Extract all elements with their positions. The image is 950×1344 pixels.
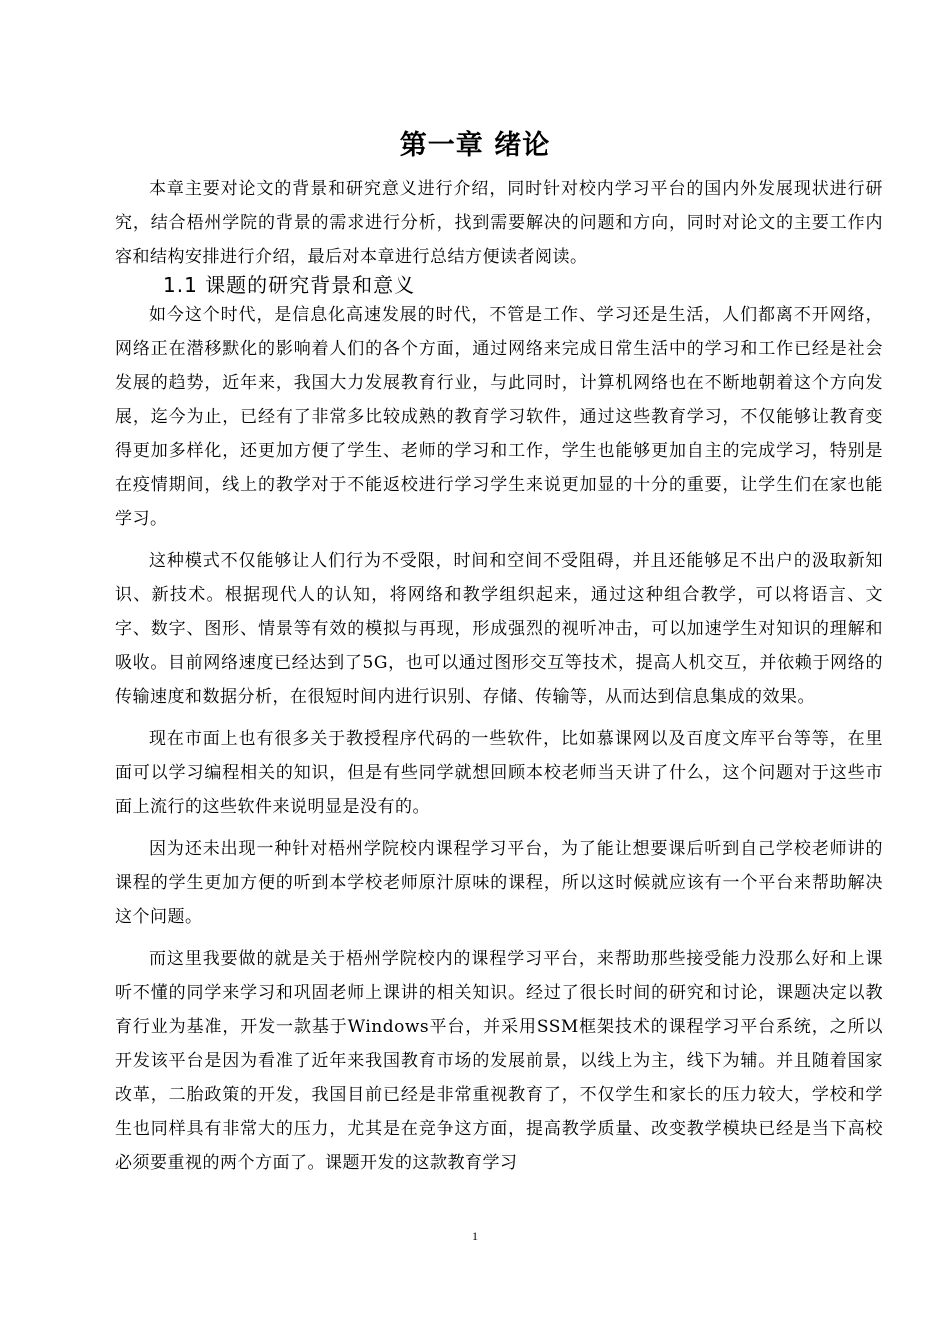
body-paragraph: 而这里我要做的就是关于梧州学院校内的课程学习平台，来帮助那些接受能力没那么好和上课听不懂的同学来学习和巩固老师上课讲的相关知识。经过了很长时间的研究和讨论，课题决定以教育行业为基准，开发一款基于Windows平台，并采用SSM框架技术的课程学习平台系统，之所以开发该平台是因为看准了近年来我国教育市场的发展前景，以线上为主，线下为辅。并且随着国家改革，二胎政策的开发，我国目前已经是非常重视教育了，不仅学生和家长的压力较大，学校和学生也同样具有非常大的压力，尤其是在竞争这方面，提高教学质量、改变教学模块已经是当下高校必须要重视的两个方面了。课题开发的这款教育学习: [115, 949, 883, 1173]
body-paragraph: 如今这个时代，是信息化高速发展的时代，不管是工作、学习还是生活，人们都离不开网络，网络正在潜移默化的影响着人们的各个方面，通过网络来完成日常生活中的学习和工作已经是社会发展的趋势，近年来，我国大力发展教育行业，与此同时，计算机网络也在不断地朝着这个方向发展，迄今为止，已经有了非常多比较成熟的教育学习软件，通过这些教育学习，不仅能够让教育变得更加多样化，还更加方便了学生、老师的学习和工作，学生也能够更加自主的完成学习，特别是在疫情期间，线上的教学对于不能返校进行学习学生来说更加显的十分的重要，让学生们在家也能学习。: [115, 305, 883, 529]
section-body: [115, 298, 883, 1180]
page-number: 1: [472, 1229, 478, 1243]
body-paragraph: 现在市面上也有很多关于教授程序代码的一些软件，比如慕课网以及百度文库平台等等，在里面可以学习编程相关的知识，但是有些同学就想回顾本校老师当天讲了什么，这个问题对于这些市面上流行的这些软件来说明显是没有的。: [115, 729, 883, 817]
body-paragraph: 因为还未出现一种针对梧州学院校内课程学习平台，为了能让想要课后听到自己学校老师讲的课程的学生更加方便的听到本学校老师原汁原味的课程，所以这时候就应该有一个平台来帮助解决这个问题。: [115, 839, 883, 927]
body-paragraph: 这种模式不仅能够让人们行为不受限，时间和空间不受阻碍，并且还能够足不出户的汲取新知识、新技术。根据现代人的认知，将网络和教学组织起来，通过这种组合教学，可以将语言、文字、数字、图形、情景等有效的模拟与再现，形成强烈的视听冲击，可以加速学生对知识的理解和吸收。目前网络速度已经达到了5G，也可以通过图形交互等技术，提高人机交互，并依赖于网络的传输速度和数据分析，在很短时间内进行识别、存储、传输等，从而达到信息集成的效果。: [115, 551, 883, 707]
chapter-intro-block: [115, 172, 883, 274]
chapter-intro-paragraph: 本章主要对论文的背景和研究意义进行介绍，同时针对校内学习平台的国内外发展现状进行研究，结合梧州学院的背景的需求进行分析，找到需要解决的问题和方向，同时对论文的主要工作内容和结构安排进行介绍，最后对本章进行总结方便读者阅读。: [115, 179, 883, 267]
section-heading: 1.1 课题的研究背景和意义: [163, 273, 416, 297]
chapter-title: 第一章 绪论: [399, 130, 551, 161]
